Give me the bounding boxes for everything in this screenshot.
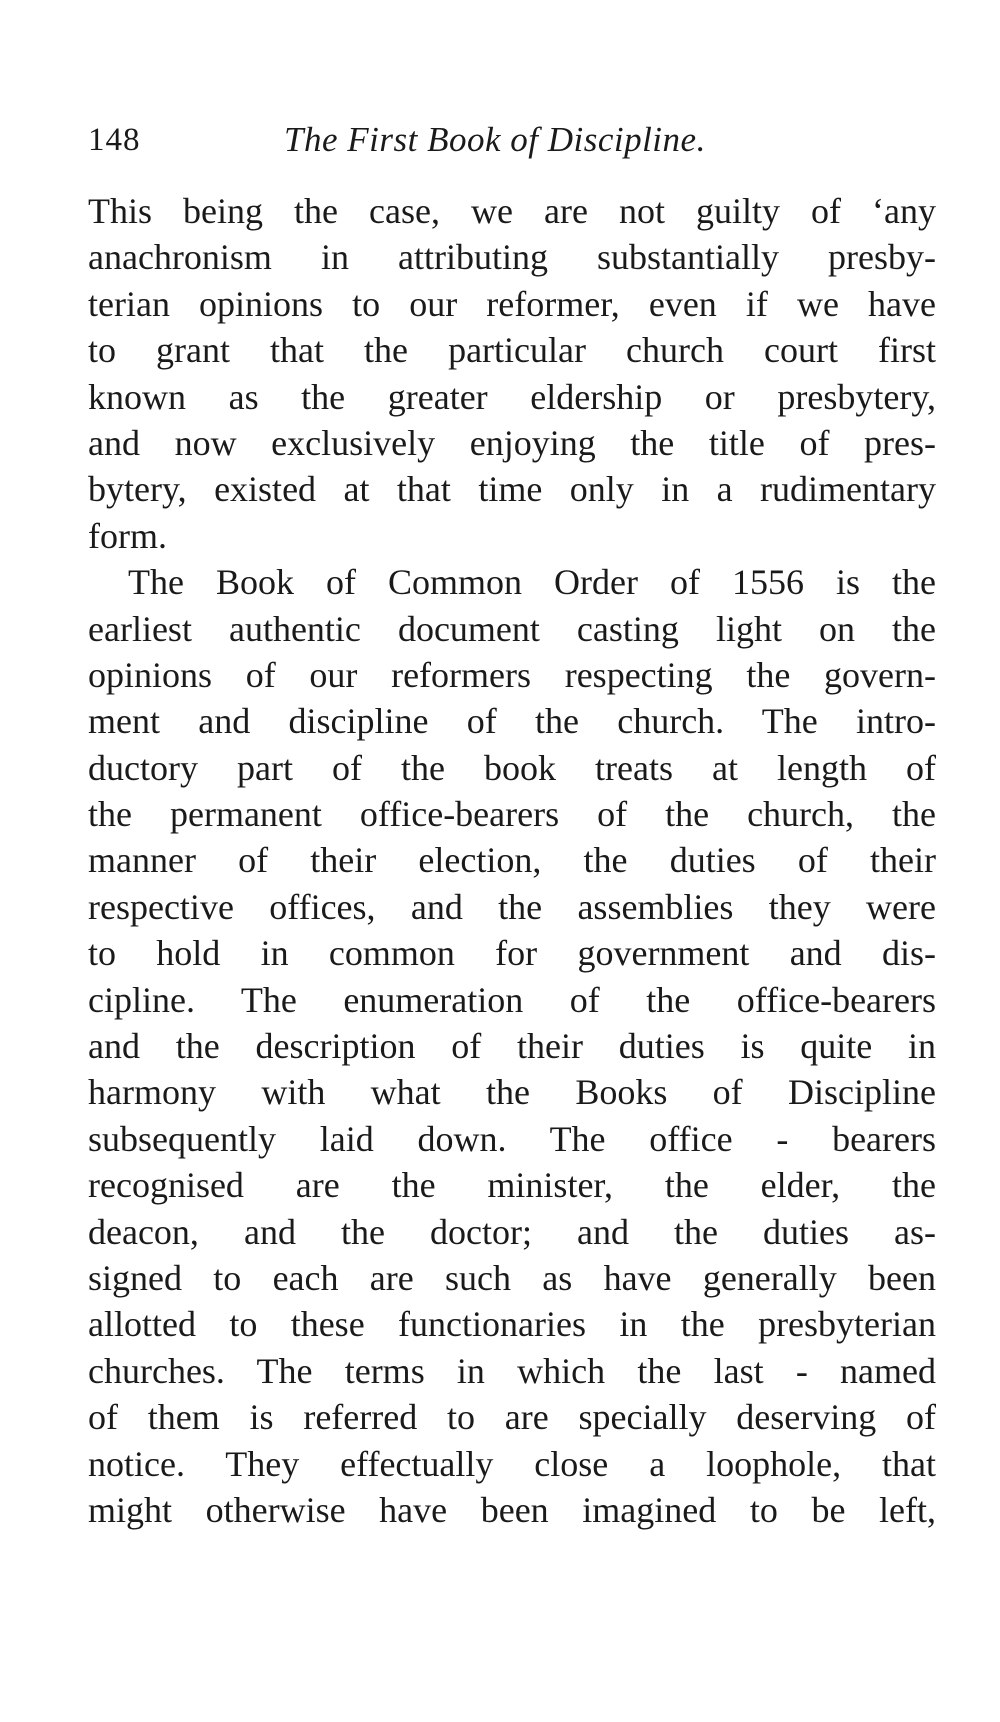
text-line: might otherwise have been imagined to be left, <box>88 1489 936 1530</box>
running-title: The First Book of Discipline. <box>284 120 706 159</box>
text-line: ment and discipline of the church. The intro- <box>88 701 936 742</box>
text-line: churches. The terms in which the last - named <box>88 1350 936 1391</box>
text-line: cipline. The enumeration of the office-bearers <box>88 979 936 1020</box>
text-line: respective offices, and the assemblies they were <box>88 886 936 927</box>
text-line: opinions of our reformers respecting the govern- <box>88 654 936 695</box>
text-line: anachronism in attributing substantially presby- <box>88 237 936 278</box>
text-line: recognised are the minister, the elder, the <box>88 1165 936 1206</box>
text-line: and the description of their duties is quite in <box>88 1026 936 1067</box>
text-line: bytery, existed at that time only in a rudimentary <box>88 469 936 510</box>
text-line: harmony with what the Books of Discipline <box>88 1072 936 1113</box>
text-line: and now exclusively enjoying the title of pres- <box>88 422 936 463</box>
text-line: The Book of Common Order of 1556 is the <box>128 562 936 603</box>
text-line: signed to each are such as have generally been <box>88 1257 936 1298</box>
text-line: allotted to these functionaries in the presbyterian <box>88 1304 936 1345</box>
text-line: earliest authentic document casting light on the <box>88 608 936 649</box>
text-line: to hold in common for government and dis- <box>88 933 936 974</box>
text-line: form. <box>88 515 167 556</box>
text-line: notice. They effectually close a loophole, that <box>88 1443 936 1484</box>
running-head <box>88 120 928 170</box>
text-line: ductory part of the book treats at length of <box>88 747 936 788</box>
text-line: known as the greater eldership or presbytery, <box>88 376 936 417</box>
text-line: deacon, and the doctor; and the duties as- <box>88 1211 936 1252</box>
text-line: This being the case, we are not guilty of ‘any <box>88 191 936 231</box>
text-line: subsequently laid down. The office - bearers <box>88 1118 936 1159</box>
text-line: the permanent office-bearers of the church, the <box>88 794 936 835</box>
text-line: manner of their election, the duties of their <box>88 840 936 881</box>
text-line: to grant that the particular church court first <box>88 330 936 371</box>
body-text <box>88 188 936 1533</box>
page-number: 148 <box>88 122 141 158</box>
text-line: terian opinions to our reformer, even if we have <box>88 283 936 324</box>
text-line: of them is referred to are specially deserving of <box>88 1397 936 1438</box>
